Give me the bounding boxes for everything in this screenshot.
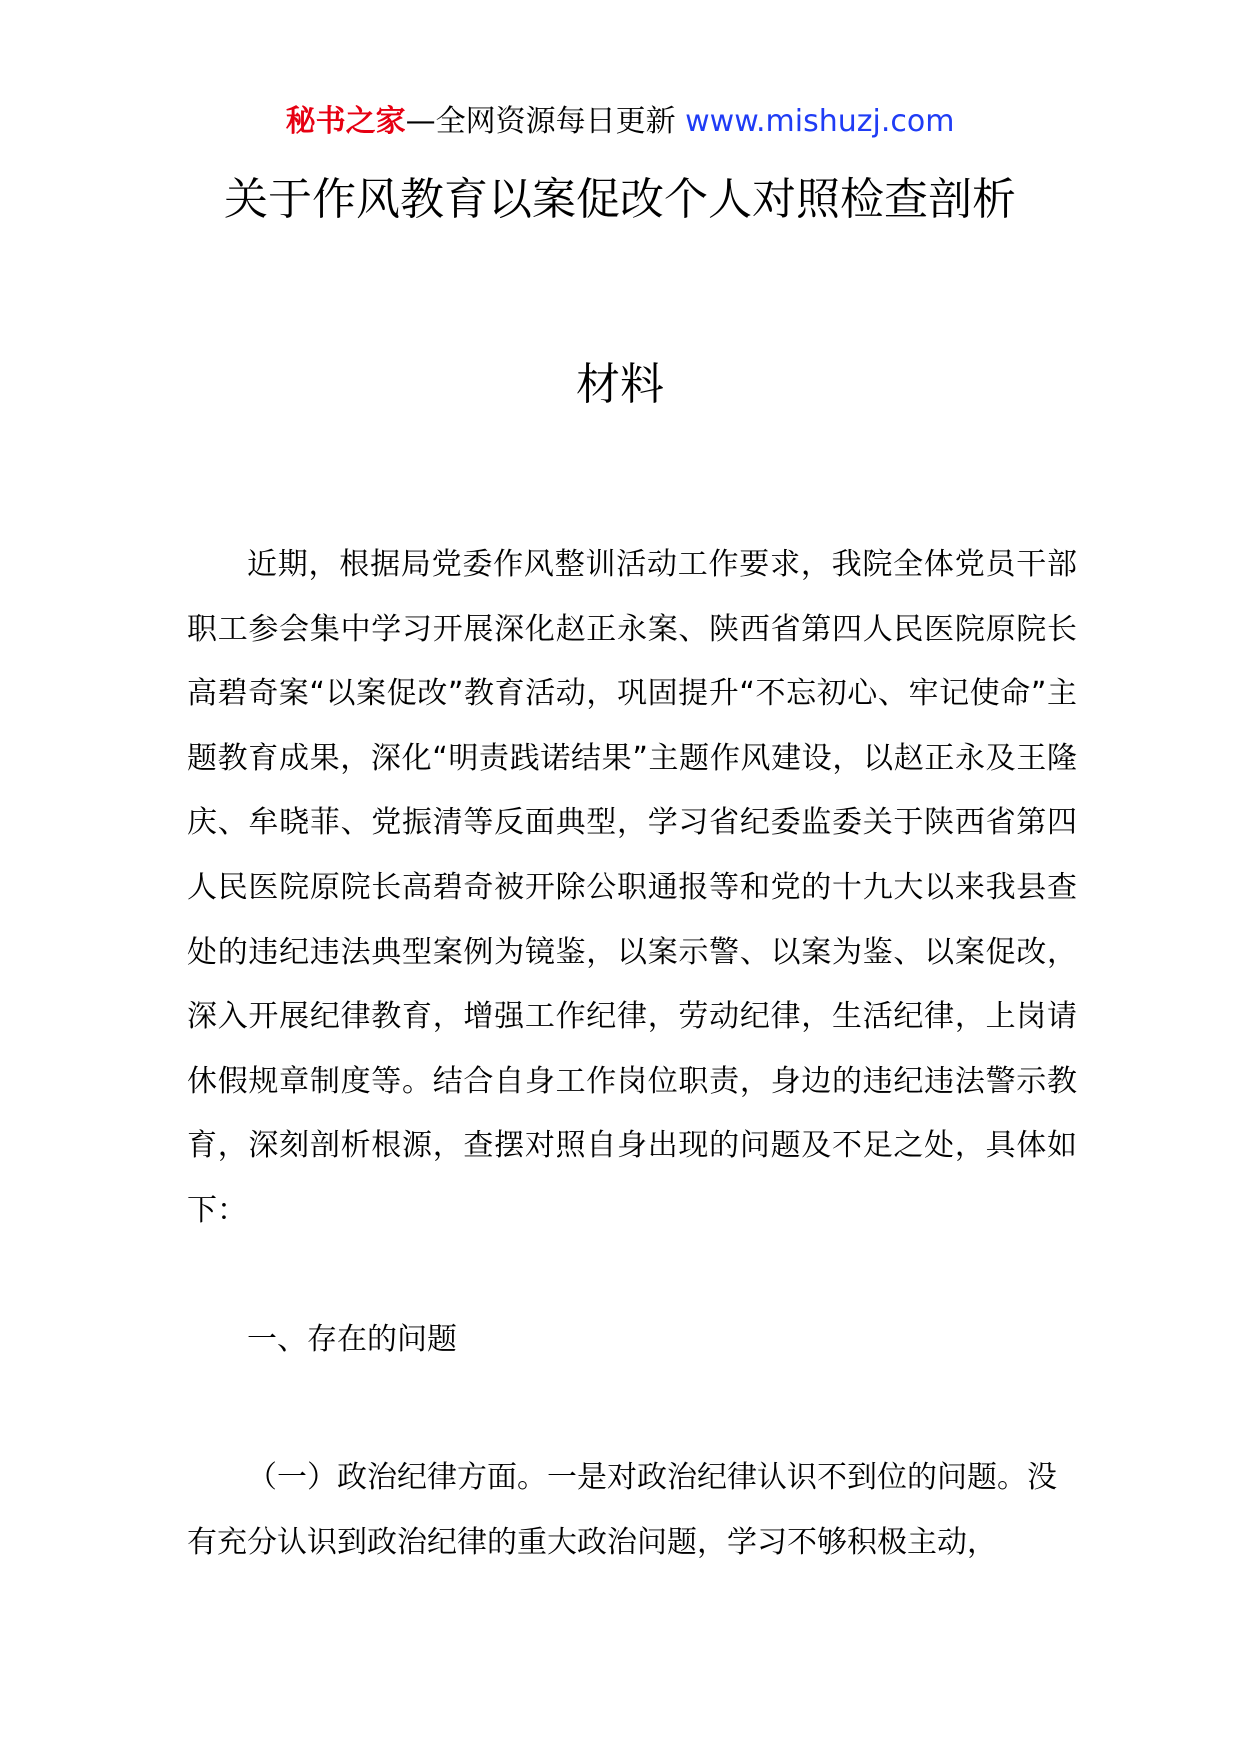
site-brand: 秘书之家 bbox=[285, 104, 406, 139]
site-tagline: —全网资源每日更新 bbox=[405, 104, 676, 139]
intro-paragraph: 近期，根据局党委作风整训活动工作要求，我院全体党员干部职工参会集中学习开展深化赵正永案、陕西省第四人民医院原院长高碧奇案“以案促改”教育活动，巩固提升“不忘初心、牢记使命”主题教育成果，深化“明责践诺结果”主题作风建设，以赵正永及王隆庆、牟晓菲、党振清等反面典型，学习省纪委监委关于陕西省第四人民医院原院长高碧奇被开除公职通报等和党的十九大以来我县查处的违纪违法典型案例为镜鉴，以案示警、以案为鉴、以案促改，深入开展纪律教育，增强工作纪律，劳动纪律，生活纪律，上岗请休假规章制度等。结合自身工作岗位职责，身边的违纪违法警示教育，深刻剖析根源，查摆对照自身出现的问题及不足之处，具体如下： bbox=[187, 547, 1077, 1228]
section-paragraph-political-discipline: （一）政治纪律方面。一是对政治纪律认识不到位的问题。没有充分认识到政治纪律的重大政治问题，学习不够积极主动， bbox=[187, 1460, 1057, 1560]
site-url-link[interactable]: www.mishuzj.com bbox=[685, 104, 955, 139]
section-heading-problems: 一、存在的问题 bbox=[247, 1322, 457, 1357]
document-title-line-1: 关于作风教育以案促改个人对照检查剖析 bbox=[224, 174, 1016, 225]
document-title-line-2: 材料 bbox=[576, 359, 664, 410]
site-header bbox=[0, 100, 1240, 144]
